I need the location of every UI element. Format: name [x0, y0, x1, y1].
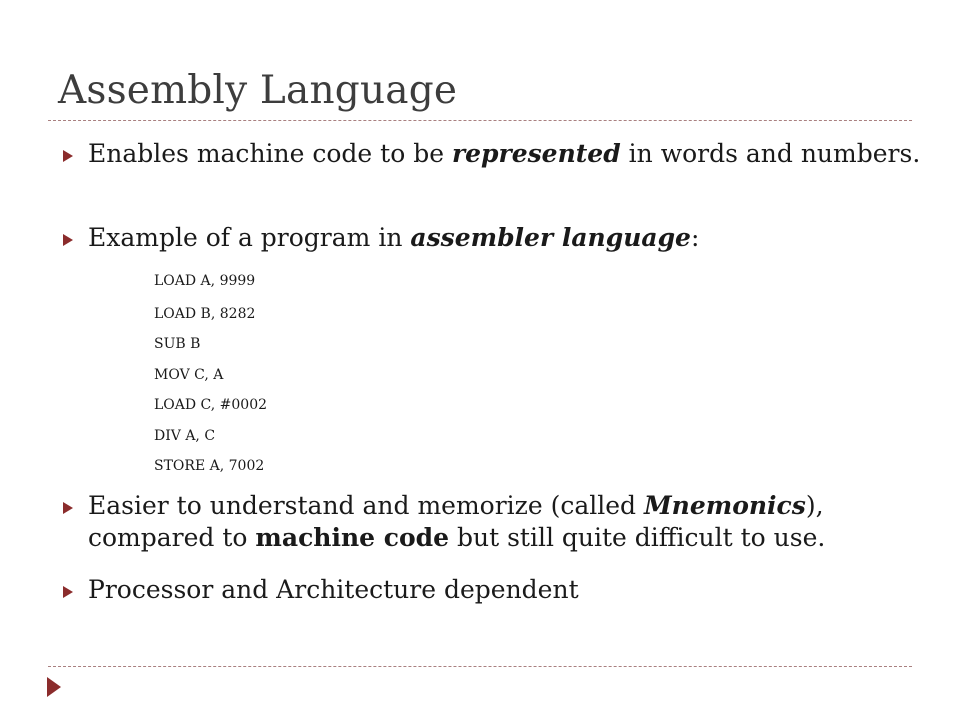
bullet-item: [62, 490, 922, 554]
bullet-text-segment: in words and numbers.: [620, 139, 921, 168]
code-line: LOAD B, 8282: [154, 306, 256, 322]
bullet-text-segment: Enables machine code to be: [88, 139, 452, 168]
bullet-text: [88, 138, 922, 170]
corner-triangle-icon: [46, 676, 62, 702]
slide-title: Assembly Language: [58, 68, 458, 113]
bullet-emphasis: Mnemonics: [643, 491, 806, 520]
bullet-emphasis: assembler language: [410, 223, 691, 252]
bullet-item: [62, 222, 922, 254]
bullet-text: [88, 490, 922, 554]
bullet-text: [88, 574, 922, 606]
bullet-triangle-icon: [62, 585, 88, 599]
bullet-item: [62, 574, 922, 606]
code-line: SUB B: [154, 336, 201, 352]
bullet-strong: machine code: [255, 523, 450, 552]
bullet-item: [62, 138, 922, 170]
code-line: DIV A, C: [154, 428, 216, 444]
code-line: LOAD A, 9999: [154, 273, 256, 289]
title-divider: [48, 120, 912, 121]
bullet-text-segment: but still quite difficult to use.: [449, 523, 826, 552]
bullet-emphasis: represented: [451, 139, 621, 168]
code-line: STORE A, 7002: [154, 458, 265, 474]
code-line: MOV C, A: [154, 367, 224, 383]
bullet-triangle-icon: [62, 233, 88, 247]
bullet-text-segment: Processor and Architecture dependent: [88, 575, 579, 604]
code-line: LOAD C, #0002: [154, 397, 268, 413]
bullet-triangle-icon: [62, 149, 88, 163]
bullet-text: [88, 222, 922, 254]
bullet-triangle-icon: [62, 501, 88, 515]
bullet-text-segment: Easier to understand and memorize (called: [88, 491, 644, 520]
bullet-text-segment: ), compared to: [88, 491, 824, 552]
footer-divider: [48, 666, 912, 667]
bullet-text-segment: :: [690, 223, 700, 252]
bullet-text-segment: Example of a program in: [88, 223, 411, 252]
